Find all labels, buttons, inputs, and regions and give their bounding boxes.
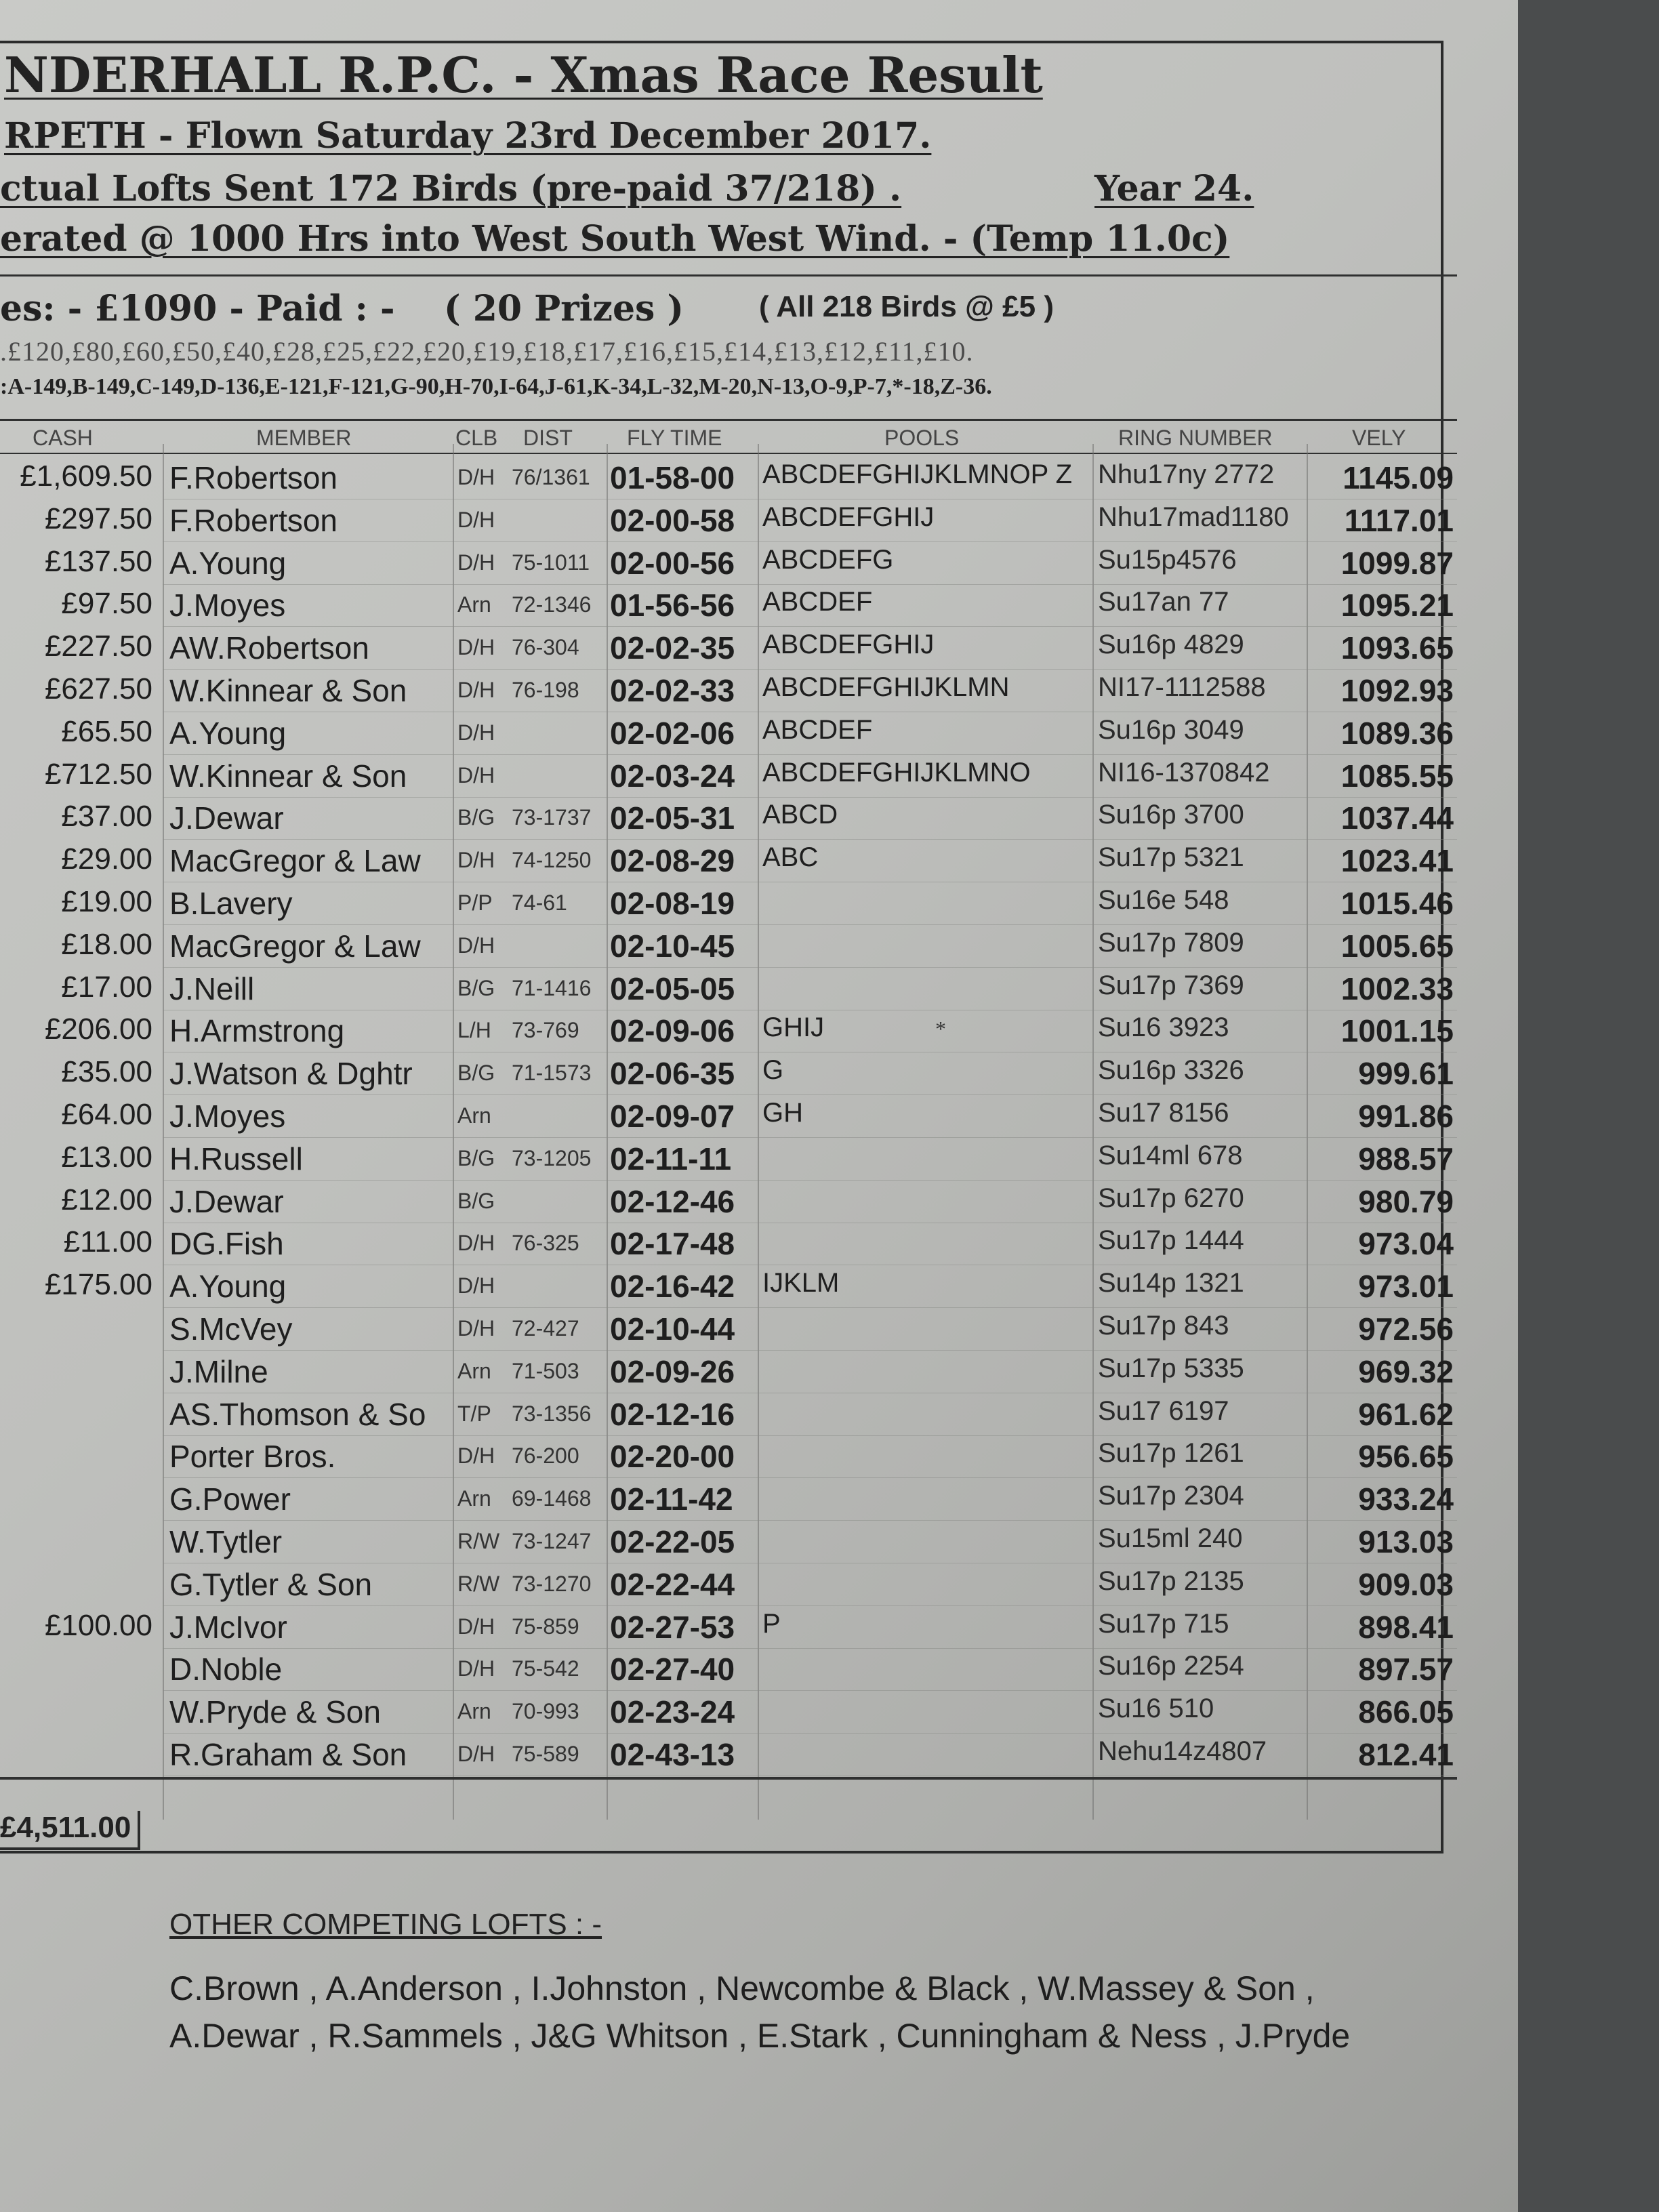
star-mark: * [935, 1017, 946, 1041]
club-cell: T/P [457, 1401, 491, 1426]
velocity-cell: 897.57 [1358, 1652, 1454, 1687]
ring-number-cell: Su17p 843 [1098, 1311, 1229, 1340]
member-cell: H.Armstrong [169, 1013, 345, 1048]
distance-cell: 75-1011 [512, 550, 590, 575]
row-rule [163, 1307, 1457, 1308]
club-cell: L/H [457, 1018, 491, 1042]
table-row [0, 630, 1457, 672]
ring-number-cell: Su17p 5321 [1098, 842, 1244, 872]
member-cell: J.McIvor [169, 1610, 287, 1645]
pools-cell: GH [762, 1098, 803, 1128]
member-cell: W.Tytler [169, 1524, 283, 1559]
ring-number-cell: Su17p 2304 [1098, 1481, 1244, 1511]
table-row [0, 545, 1457, 587]
pools-cell: ABCDEFGHIJ [762, 502, 935, 532]
distance-cell: 73-1356 [512, 1401, 592, 1426]
fly-time-cell: 02-10-44 [610, 1311, 735, 1347]
velocity-cell: 956.65 [1358, 1439, 1454, 1474]
club-cell: D/H [457, 1231, 495, 1255]
fly-time-cell: 02-09-26 [610, 1354, 735, 1389]
row-rule [163, 1605, 1457, 1606]
fly-time-cell: 02-09-07 [610, 1099, 735, 1134]
background-edge [1518, 0, 1659, 2212]
distance-cell: 76-198 [512, 678, 579, 702]
member-cell: W.Kinnear & Son [169, 673, 407, 708]
velocity-cell: 1093.65 [1340, 630, 1454, 665]
ring-number-cell: NI17-1112588 [1098, 672, 1266, 702]
velocity-cell: 898.41 [1358, 1610, 1454, 1645]
velocity-cell: 973.01 [1358, 1269, 1454, 1304]
member-cell: A.Young [169, 546, 287, 581]
distance-cell: 75-859 [512, 1614, 579, 1639]
club-cell: P/P [457, 890, 493, 915]
pools-cell: P [762, 1609, 781, 1639]
table-row [0, 1481, 1457, 1523]
velocity-cell: 812.41 [1358, 1737, 1454, 1772]
col-ring-number: RING NUMBER [1118, 426, 1273, 450]
distance-cell: 75-542 [512, 1656, 579, 1681]
header-rule [0, 453, 1457, 454]
velocity-cell: 913.03 [1358, 1524, 1454, 1559]
row-rule [163, 924, 1457, 925]
fly-time-cell: 02-08-29 [610, 843, 735, 878]
race-year: Year 24. [1094, 168, 1254, 209]
club-cell: D/H [457, 763, 495, 787]
row-rule [163, 754, 1457, 755]
row-rule [163, 1180, 1457, 1181]
fly-time-cell: 02-02-06 [610, 716, 735, 751]
velocity-cell: 1092.93 [1340, 673, 1454, 708]
ring-number-cell: Su17p 7809 [1098, 928, 1244, 958]
pools-cell: ABCDEF [762, 715, 873, 745]
table-row [0, 1012, 1457, 1054]
bird-entry-fee: ( All 218 Birds @ £5 ) [759, 290, 1054, 323]
ring-number-cell: Su16p 3049 [1098, 715, 1244, 745]
fly-time-cell: 02-02-35 [610, 630, 735, 665]
club-cell: Arn [457, 1486, 491, 1511]
pools-cell: G [762, 1055, 784, 1085]
member-cell: W.Pryde & Son [169, 1694, 381, 1729]
velocity-cell: 1145.09 [1343, 460, 1454, 495]
fly-time-cell: 02-22-05 [610, 1524, 735, 1559]
other-lofts-line-2: A.Dewar , R.Sammels , J&G Whitson , E.Stark , Cunningham & Ness , J.Pryde [169, 2017, 1351, 2055]
ring-number-cell: Su17p 1261 [1098, 1438, 1244, 1468]
club-cell: D/H [457, 1443, 495, 1468]
distance-cell: 71-503 [512, 1359, 579, 1383]
club-cell: B/G [457, 1189, 495, 1213]
table-row [0, 800, 1457, 842]
table-row [0, 1141, 1457, 1183]
table-row [0, 1225, 1457, 1267]
club-cell: R/W [457, 1572, 500, 1596]
pools-cell: GHIJ [762, 1012, 825, 1042]
club-cell: D/H [457, 848, 495, 872]
ring-number-cell: Su16p 3326 [1098, 1055, 1244, 1085]
fly-time-cell: 02-12-16 [610, 1397, 735, 1432]
cash-cell: £64.00 [61, 1098, 152, 1131]
distance-cell: 70-993 [512, 1699, 579, 1723]
cash-cell: £137.50 [44, 545, 152, 578]
ring-number-cell: Su16 510 [1098, 1694, 1214, 1723]
club-cell: D/H [457, 1742, 495, 1766]
member-cell: A.Young [169, 1269, 287, 1304]
col-pools: POOLS [884, 426, 960, 450]
fly-time-cell: 02-27-40 [610, 1652, 735, 1687]
distance-cell: 76-325 [512, 1231, 579, 1255]
fly-time-cell: 02-03-24 [610, 758, 735, 794]
ring-number-cell: Su16e 548 [1098, 885, 1229, 915]
velocity-cell: 1099.87 [1340, 546, 1454, 581]
other-lofts-line-1: C.Brown , A.Anderson , I.Johnston , Newcombe & Black , W.Massey & Son , [169, 1969, 1315, 2007]
race-venue-date: RPETH - Flown Saturday 23rd December 2017. [4, 115, 932, 157]
ring-number-cell: Nehu14z4807 [1098, 1736, 1267, 1766]
distance-cell: 75-589 [512, 1742, 579, 1766]
club-cell: D/H [457, 1614, 495, 1639]
member-cell: G.Power [169, 1481, 291, 1517]
velocity-cell: 933.24 [1358, 1481, 1454, 1517]
distance-cell: 73-1270 [512, 1572, 592, 1596]
cash-cell: £1,609.50 [20, 459, 152, 493]
ring-number-cell: Su15p4576 [1098, 545, 1237, 575]
other-lofts-heading: OTHER COMPETING LOFTS : - [169, 1908, 602, 1941]
row-rule [163, 626, 1457, 627]
club-cell: D/H [457, 550, 495, 575]
club-cell: D/H [457, 720, 495, 745]
row-rule [163, 584, 1457, 585]
prizes-paid: es: - £1090 - Paid : - [0, 288, 395, 329]
velocity-cell: 973.04 [1358, 1226, 1454, 1261]
table-row [0, 1523, 1457, 1565]
table-row [0, 459, 1457, 501]
table-row [0, 758, 1457, 800]
row-rule [163, 541, 1457, 542]
velocity-cell: 969.32 [1358, 1354, 1454, 1389]
member-cell: MacGregor & Law [169, 928, 421, 964]
fly-time-cell: 02-12-46 [610, 1184, 735, 1219]
distance-cell: 72-427 [512, 1316, 579, 1340]
table-row [0, 587, 1457, 629]
club-cell: D/H [457, 933, 495, 958]
cash-cell: £13.00 [61, 1141, 152, 1174]
table-bottom-rule [0, 1777, 1457, 1780]
fly-time-cell: 02-11-42 [610, 1481, 733, 1517]
col-cash: CASH [33, 426, 93, 450]
ring-number-cell: Su17p 2135 [1098, 1566, 1244, 1596]
cash-cell: £100.00 [44, 1609, 152, 1642]
club-cell: Arn [457, 592, 491, 617]
distance-cell: 73-1205 [512, 1146, 592, 1170]
ring-number-cell: Su14p 1321 [1098, 1268, 1244, 1298]
pools-cell: IJKLM [762, 1268, 840, 1298]
table-row [0, 970, 1457, 1012]
member-cell: DG.Fish [169, 1226, 284, 1261]
cash-cell: £627.50 [44, 672, 152, 705]
club-cell: B/G [457, 1061, 495, 1085]
club-cell: D/H [457, 465, 495, 489]
fly-time-cell: 02-08-19 [610, 886, 735, 921]
club-cell: B/G [457, 1146, 495, 1170]
ring-number-cell: Su17an 77 [1098, 587, 1229, 617]
member-cell: J.Milne [169, 1354, 268, 1389]
member-cell: Porter Bros. [169, 1439, 336, 1474]
velocity-cell: 1037.44 [1340, 800, 1454, 836]
member-cell: J.Dewar [169, 800, 284, 836]
ring-number-cell: Su16p 2254 [1098, 1651, 1244, 1681]
distance-cell: 76-304 [512, 635, 579, 659]
velocity-cell: 972.56 [1358, 1311, 1454, 1347]
prize-count: ( 20 Prizes ) [444, 288, 684, 329]
distance-cell: 69-1468 [512, 1486, 592, 1511]
pools-cell: ABCDEFGHIJKLMNOP Z [762, 459, 1073, 489]
liberation-info: erated @ 1000 Hrs into West South West Wind. - (Temp 11.0c) [0, 218, 1230, 260]
fly-time-cell: 02-20-00 [610, 1439, 735, 1474]
club-cell: Arn [457, 1103, 491, 1128]
velocity-cell: 961.62 [1358, 1397, 1454, 1432]
member-cell: AW.Robertson [169, 630, 369, 665]
ring-number-cell: Su16 3923 [1098, 1012, 1229, 1042]
ring-number-cell: Su15ml 240 [1098, 1523, 1243, 1553]
row-rule [163, 1435, 1457, 1436]
member-cell: G.Tytler & Son [169, 1567, 373, 1602]
distance-cell: 73-1737 [512, 805, 592, 830]
club-cell: D/H [457, 678, 495, 702]
member-cell: H.Russell [169, 1141, 303, 1176]
velocity-cell: 999.61 [1358, 1056, 1454, 1091]
velocity-cell: 1005.65 [1340, 928, 1454, 964]
ring-number-cell: Su17 8156 [1098, 1098, 1229, 1128]
pools-cell: ABCDEFG [762, 545, 894, 575]
cash-cell: £18.00 [61, 928, 152, 961]
club-cell: D/H [457, 1316, 495, 1340]
pool-counts: :A-149,B-149,C-149,D-136,E-121,F-121,G-90,H-70,I-64,J-61,K-34,L-32,M-20,N-13,O-9,P-7,*-18,Z-36. [0, 374, 992, 399]
divider [0, 419, 1457, 421]
fly-time-cell: 02-27-53 [610, 1610, 735, 1645]
ring-number-cell: Su17p 6270 [1098, 1183, 1244, 1213]
row-rule [163, 1137, 1457, 1138]
velocity-cell: 980.79 [1358, 1184, 1454, 1219]
cash-cell: £712.50 [44, 758, 152, 791]
member-cell: W.Kinnear & Son [169, 758, 407, 794]
row-rule [163, 1520, 1457, 1521]
club-cell: Arn [457, 1699, 491, 1723]
table-row [0, 1183, 1457, 1225]
table-row [0, 1396, 1457, 1438]
ring-number-cell: Su17p 5335 [1098, 1353, 1244, 1383]
cash-cell: £297.50 [44, 502, 152, 535]
col-vely: VELY [1352, 426, 1406, 450]
velocity-cell: 991.86 [1358, 1099, 1454, 1134]
distance-cell: 71-1416 [512, 976, 592, 1000]
pools-cell: ABC [762, 842, 819, 872]
table-row [0, 1098, 1457, 1140]
velocity-cell: 1117.01 [1344, 503, 1454, 538]
club-cell: B/G [457, 805, 495, 830]
ring-number-cell: NI16-1370842 [1098, 758, 1270, 787]
member-cell: S.McVey [169, 1311, 293, 1347]
member-cell: D.Noble [169, 1652, 283, 1687]
velocity-cell: 1015.46 [1340, 886, 1454, 921]
member-cell: J.Neill [169, 971, 255, 1006]
club-cell: B/G [457, 976, 495, 1000]
member-cell: F.Robertson [169, 503, 338, 538]
prize-list: .£120,£80,£60,£50,£40,£28,£25,£22,£20,£19,£18,£17,£16,£15,£14,£13,£12,£11,£10. [0, 336, 974, 367]
member-cell: J.Moyes [169, 588, 286, 623]
cash-cell: £97.50 [61, 587, 152, 620]
table-row [0, 1694, 1457, 1736]
row-rule [163, 967, 1457, 968]
table-row [0, 1651, 1457, 1693]
fly-time-cell: 02-23-24 [610, 1694, 735, 1729]
fly-time-cell: 01-58-00 [610, 460, 735, 495]
col-member: MEMBER [256, 426, 352, 450]
table-row [0, 928, 1457, 970]
distance-cell: 72-1346 [512, 592, 592, 617]
cash-cell: £206.00 [44, 1012, 152, 1046]
cash-cell: £11.00 [63, 1225, 152, 1258]
velocity-cell: 1095.21 [1340, 588, 1454, 623]
table-row [0, 1268, 1457, 1310]
club-cell: D/H [457, 1656, 495, 1681]
velocity-cell: 1085.55 [1340, 758, 1454, 794]
ring-number-cell: Su16p 4829 [1098, 630, 1244, 659]
member-cell: R.Graham & Son [169, 1737, 407, 1772]
cash-cell: £19.00 [61, 885, 152, 918]
member-cell: A.Young [169, 716, 287, 751]
cash-cell: £17.00 [61, 970, 152, 1004]
table-row [0, 672, 1457, 714]
fly-time-cell: 02-05-31 [610, 800, 735, 836]
distance-cell: 76-200 [512, 1443, 579, 1468]
ring-number-cell: Su17p 1444 [1098, 1225, 1244, 1255]
cash-cell: £35.00 [61, 1055, 152, 1088]
row-rule [163, 1350, 1457, 1351]
velocity-cell: 988.57 [1358, 1141, 1454, 1176]
col-dist: DIST [523, 426, 573, 450]
pools-cell: ABCDEFGHIJ [762, 630, 935, 659]
fly-time-cell: 02-00-58 [610, 503, 735, 538]
ring-number-cell: Su17p 7369 [1098, 970, 1244, 1000]
velocity-cell: 909.03 [1358, 1567, 1454, 1602]
fly-time-cell: 02-10-45 [610, 928, 735, 964]
row-rule [163, 669, 1457, 670]
row-rule [163, 1648, 1457, 1649]
velocity-cell: 1023.41 [1340, 843, 1454, 878]
distance-cell: 74-61 [512, 890, 567, 915]
table-row [0, 715, 1457, 757]
col-clb: CLB [455, 426, 498, 450]
cash-cell: £12.00 [61, 1183, 152, 1216]
club-cell: D/H [457, 1273, 495, 1298]
table-row [0, 1311, 1457, 1353]
table-row [0, 1353, 1457, 1395]
member-cell: F.Robertson [169, 460, 338, 495]
total-cash: £4,511.00 [0, 1811, 140, 1850]
member-cell: MacGregor & Law [169, 843, 421, 878]
row-rule [163, 797, 1457, 798]
fly-time-cell: 01-56-56 [610, 588, 735, 623]
velocity-cell: 1002.33 [1340, 971, 1454, 1006]
row-rule [163, 1477, 1457, 1478]
fly-time-cell: 02-00-56 [610, 546, 735, 581]
cash-cell: £29.00 [61, 842, 152, 876]
velocity-cell: 866.05 [1358, 1694, 1454, 1729]
club-cell: R/W [457, 1529, 500, 1553]
ring-number-cell: Su17 6197 [1098, 1396, 1229, 1426]
pools-cell: ABCD [762, 800, 838, 830]
table-row [0, 1736, 1457, 1778]
velocity-cell: 1001.15 [1340, 1013, 1454, 1048]
fly-time-cell: 02-22-44 [610, 1567, 735, 1602]
cash-cell: £175.00 [44, 1268, 152, 1301]
club-cell: D/H [457, 635, 495, 659]
table-row [0, 1055, 1457, 1097]
club-cell: Arn [457, 1359, 491, 1383]
distance-cell: 73-1247 [512, 1529, 592, 1553]
pools-cell: ABCDEFGHIJKLMN [762, 672, 1010, 702]
race-title: NDERHALL R.P.C. - Xmas Race Result [4, 46, 1043, 104]
fly-time-cell: 02-06-35 [610, 1056, 735, 1091]
member-cell: B.Lavery [169, 886, 293, 921]
row-rule [163, 1094, 1457, 1095]
velocity-cell: 1089.36 [1340, 716, 1454, 751]
member-cell: J.Watson & Dghtr [169, 1056, 413, 1091]
divider [0, 274, 1457, 276]
row-rule [163, 1733, 1457, 1734]
table-row [0, 1566, 1457, 1608]
club-cell: D/H [457, 508, 495, 532]
member-cell: J.Dewar [169, 1184, 284, 1219]
ring-number-cell: Nhu17mad1180 [1098, 502, 1289, 532]
ring-number-cell: Nhu17ny 2772 [1098, 459, 1275, 489]
fly-time-cell: 02-09-06 [610, 1013, 735, 1048]
ring-number-cell: Su16p 3700 [1098, 800, 1244, 830]
fly-time-cell: 02-16-42 [610, 1269, 735, 1304]
distance-cell: 73-769 [512, 1018, 579, 1042]
fly-time-cell: 02-11-11 [610, 1141, 732, 1176]
row-rule [163, 839, 1457, 840]
table-row [0, 885, 1457, 927]
birds-sent: ctual Lofts Sent 172 Birds (pre-paid 37/218) . [0, 168, 902, 209]
table-row [0, 1438, 1457, 1480]
distance-cell: 71-1573 [512, 1061, 592, 1085]
fly-time-cell: 02-17-48 [610, 1226, 735, 1261]
table-row [0, 502, 1457, 544]
table-row [0, 842, 1457, 884]
member-cell: AS.Thomson & So [169, 1397, 426, 1432]
cash-cell: £37.00 [61, 800, 152, 833]
distance-cell: 76/1361 [512, 465, 590, 489]
pools-cell: ABCDEF [762, 587, 873, 617]
col-fly-time: FLY TIME [627, 426, 722, 450]
row-rule [163, 1690, 1457, 1691]
ring-number-cell: Su17p 715 [1098, 1609, 1229, 1639]
fly-time-cell: 02-43-13 [610, 1737, 735, 1772]
pools-cell: ABCDEFGHIJKLMNO [762, 758, 1031, 787]
distance-cell: 74-1250 [512, 848, 592, 872]
table-row [0, 1609, 1457, 1651]
ring-number-cell: Su14ml 678 [1098, 1141, 1243, 1170]
member-cell: J.Moyes [169, 1099, 286, 1134]
fly-time-cell: 02-02-33 [610, 673, 735, 708]
cash-cell: £65.50 [61, 715, 152, 748]
fly-time-cell: 02-05-05 [610, 971, 735, 1006]
cash-cell: £227.50 [44, 630, 152, 663]
